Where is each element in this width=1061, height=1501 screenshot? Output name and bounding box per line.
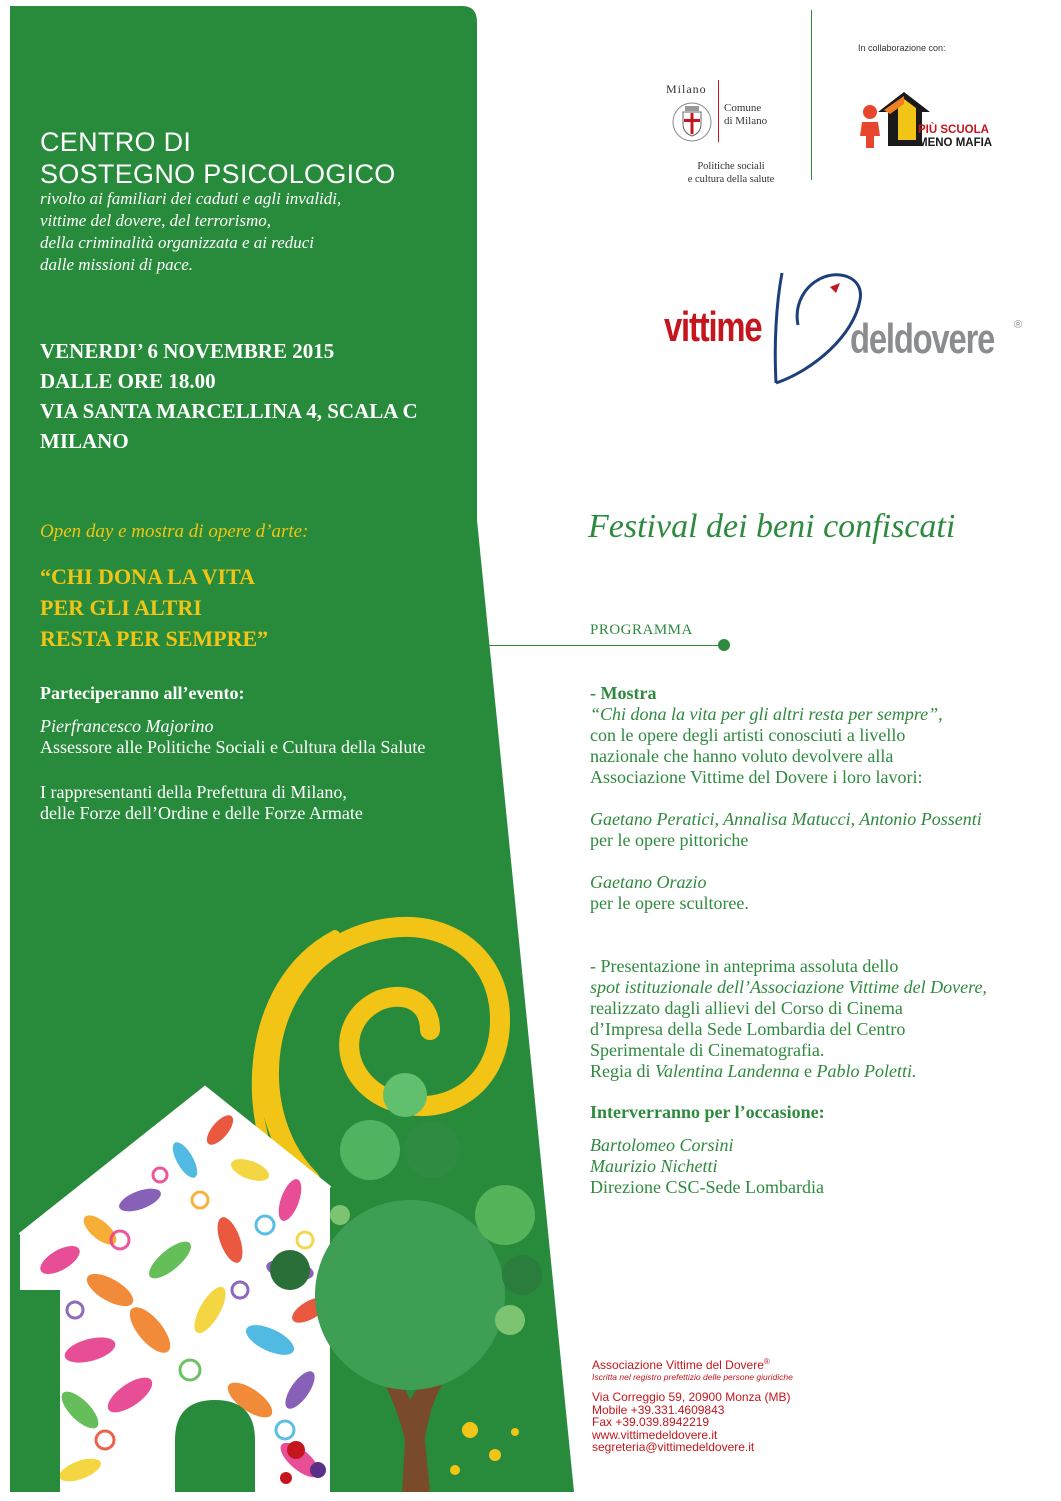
mostra-heading: - Mostra [590,683,657,703]
quote-line: PER GLI ALTRI [40,595,202,620]
association-name: Associazione Vittime del Dovere [592,1358,764,1372]
program-section [590,683,1030,1198]
subtitle-line: rivolto ai familiari dei caduti e agli invalidi, [40,189,342,208]
collaboration-label: In collaborazione con: [858,43,946,53]
vittime-del-dovere-logo [664,265,1034,390]
politiche-line: e cultura della salute [687,174,775,185]
event-details [40,336,418,456]
regia-line [590,1061,1030,1082]
programma-label: PROGRAMMA [590,622,693,638]
comune-label [724,102,767,128]
exhibition-quote [40,561,268,654]
association-fax: Fax +39.039.8942219 [592,1415,710,1429]
representatives [40,782,363,824]
piu-scuola-meno-mafia-logo [858,90,1018,152]
participant-name: Pierfrancesco Majorino [40,716,214,736]
center-title [40,126,396,190]
center-title-line-2: SOSTEGNO PSICOLOGICO [40,159,396,189]
regia-name: Valentina Landenna [655,1061,800,1081]
subtitle-line: della criminalità organizzata e ai reduci [40,233,315,252]
sculptor-name: Gaetano Orazio [590,872,707,892]
header-divider [811,10,812,180]
mostra-line: Associazione Vittime del Dovere i loro lavori: [590,767,923,787]
regia-prefix: Regia di [590,1061,655,1081]
subtitle-line: dalle missioni di pace. [40,255,193,274]
participants-heading: Parteciperanno all’evento: [40,683,245,703]
association-mobile: Mobile +39.331.4609843 [592,1402,725,1417]
presentation-line: realizzato dagli allievi del Corso di Cinema [590,998,903,1018]
association-address: Via Correggio 59, 20900 Monza (MB) [592,1390,791,1404]
mostra-line: nazionale che hanno voluto devolvere alla [590,746,894,766]
programma-dot [718,639,730,651]
association-website[interactable]: www.vittimedeldovere.it [592,1427,718,1442]
regia-and: e [799,1061,817,1081]
interverranno-heading: Interverranno per l’occasione: [590,1102,825,1122]
association-note: Iscritta nel registro prefettizio delle persone giuridiche [592,1372,793,1382]
painters-names: Gaetano Peratici, Annalisa Matucci, Antonio Possenti [590,809,982,829]
representatives-line: I rappresentanti della Prefettura di Milano, [40,782,347,802]
association-contact-block [592,1355,892,1454]
presentation-line: Sperimentale di Cinematografia. [590,1040,825,1060]
piu-scuola-text: PIÙ SCUOLA [918,124,989,136]
event-time: DALLE ORE 18.00 [40,369,216,393]
logo-registered-mark: ® [1014,319,1023,331]
mostra-line: con le opere degli artisti conosciuti a livello [590,725,906,745]
speaker-name: Maurizio Nichetti [590,1156,718,1176]
association-name-line [592,1355,892,1372]
center-subtitle [40,188,341,276]
association-registered-mark: ® [763,1357,770,1366]
quote-line: RESTA PER SEMPRE” [40,626,269,651]
presentation-line: d’Impresa della Sede Lombardia del Centro [590,1019,906,1039]
quote-line: “CHI DONA LA VITA [40,564,255,589]
milano-coat-of-arms-icon [670,100,714,144]
politiche-sociali-label [666,160,796,186]
logo-word-vittime: vittime [664,303,762,350]
comune-line: di Milano [724,115,768,127]
regia-name: Pablo Poletti. [816,1061,917,1081]
representatives-line: delle Forze dell’Ordine e delle Forze Armate [40,803,363,823]
programma-line [476,645,724,646]
participant-role: Assessore alle Politiche Sociali e Cultura della Salute [40,737,426,757]
mostra-quote: “Chi dona la vita per gli altri resta per sempre”, [590,704,943,724]
speaker-organization: Direzione CSC-Sede Lombardia [590,1177,824,1197]
event-address: VIA SANTA MARCELLINA 4, SCALA C [40,399,418,423]
open-day-label: Open day e mostra di opere d’arte: [40,521,309,542]
comune-di-milano-logo [666,80,796,190]
center-title-line-1: CENTRO DI [40,127,192,157]
association-email[interactable]: segreteria@vittimedeldovere.it [592,1440,755,1454]
festival-title: Festival dei beni confiscati [588,508,956,545]
sculptor-description: per le opere scultoree. [590,893,749,913]
milano-word: Milano [666,82,707,96]
subtitle-line: vittime del dovere, del terrorismo, [40,211,272,230]
politiche-line: Politiche sociali [697,161,765,172]
logo-word-deldovere: deldovere [850,315,995,362]
painters-description: per le opere pittoriche [590,830,749,850]
comune-divider [718,80,719,142]
presentation-line: - Presentazione in anteprima assoluta dello [590,956,899,976]
meno-mafia-text: MENO MAFIA [918,137,993,149]
comune-line: Comune [724,102,762,114]
event-city: MILANO [40,429,129,453]
event-date: VENERDI’ 6 NOVEMBRE 2015 [40,339,335,363]
speaker-name: Bartolomeo Corsini [590,1135,734,1155]
presentation-spot: spot istituzionale dell’Associazione Vittime del Dovere, [590,977,987,997]
